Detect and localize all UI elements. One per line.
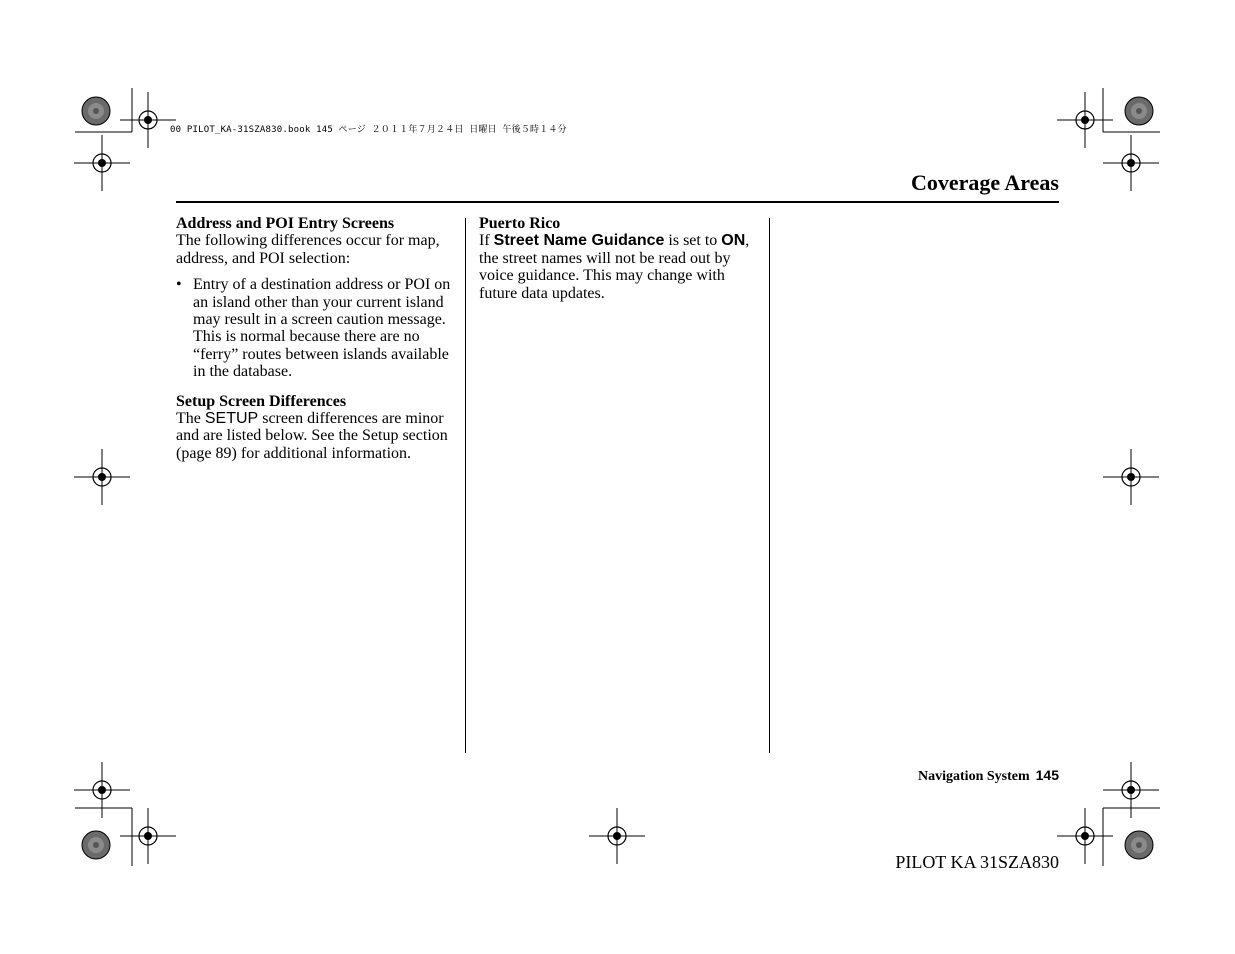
text-run: is set to	[664, 232, 722, 250]
bullet-icon: •	[176, 276, 182, 294]
paragraph	[479, 232, 761, 302]
paragraph	[176, 410, 458, 462]
text-run: screen differences are minor and are listed below. See the Setup section (page 89) for additional information.	[176, 410, 448, 462]
setting-value: ON	[721, 232, 746, 250]
list-item	[176, 276, 458, 380]
column-left	[176, 215, 458, 462]
footer-label	[918, 767, 1059, 785]
title-rule	[176, 201, 1059, 203]
print-header: 00 PILOT_KA-31SZA830.book 145 ページ ２０１１年７月２４日 日曜日 午後５時１４分	[170, 125, 567, 135]
page-title: Coverage Areas	[910, 170, 1059, 195]
text-run: If	[479, 232, 494, 250]
paragraph: The following differences occur for map, address, and POI selection:	[176, 232, 440, 267]
section-heading: Address and POI Entry Screens	[176, 215, 395, 232]
page-number: 145	[1035, 767, 1059, 783]
column-divider	[465, 218, 466, 753]
list-item-text: Entry of a destination address or POI on an island other than your current island may result in a screen caution message. This is normal because there are no “ferry” routes between islands available in the database.	[193, 276, 451, 381]
text-run: , the street names will not be read out by voice guidance. This may change with future data updates.	[479, 232, 750, 302]
setup-label: SETUP	[204, 410, 259, 428]
setting-name: Street Name Guidance	[493, 232, 665, 250]
column-middle	[479, 215, 761, 302]
footer-section: Navigation System	[918, 769, 1030, 784]
section-heading: Setup Screen Differences	[176, 392, 347, 410]
text-run: The	[176, 410, 205, 428]
column-divider	[769, 218, 770, 753]
section-heading: Puerto Rico	[479, 215, 561, 232]
footer-code: PILOT KA 31SZA830	[895, 852, 1059, 872]
